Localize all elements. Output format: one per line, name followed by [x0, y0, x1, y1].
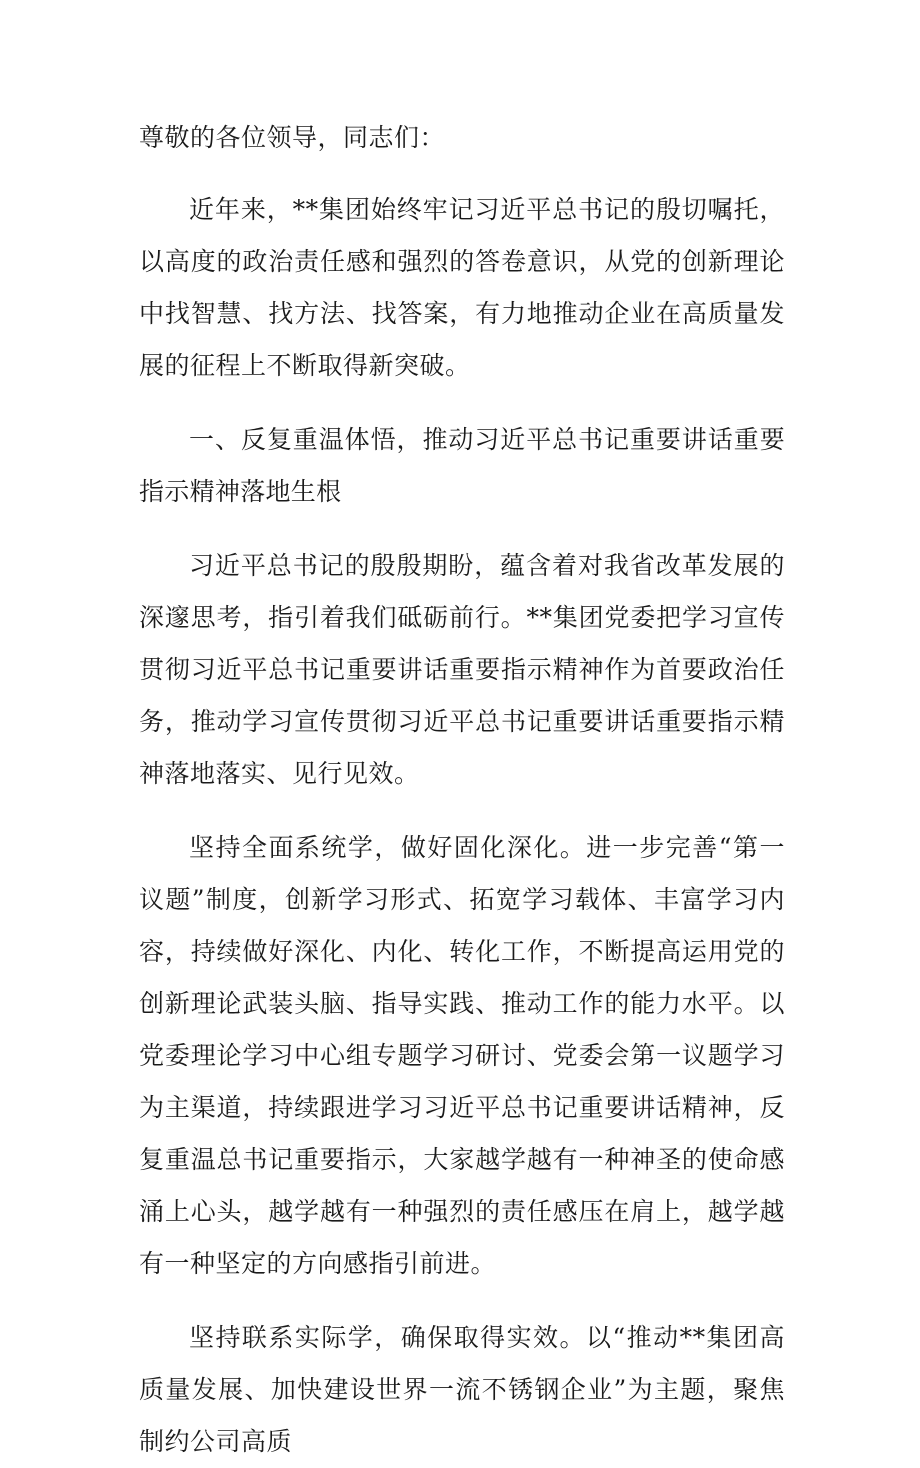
intro-paragraph: 近年来，**集团始终牢记习近平总书记的殷切嘱托，以高度的政治责任感和强烈的答卷意识，从党的创新理论中找智慧、找方法、找答案，有力地推动企业在高质量发展的征程上不断取得新突破。 [139, 195, 785, 380]
body-paragraph: 习近平总书记的殷殷期盼，蕴含着对我省改革发展的深邃思考，指引着我们砥砺前行。**集团党委把学习宣传贯彻习近平总书记重要讲话重要指示精神作为首要政治任务，推动学习宣传贯彻习近平总书记重要讲话重要指示精神落地落实、见行见效。 [139, 551, 785, 788]
body-paragraph: 坚持全面系统学，做好固化深化。进一步完善“第一议题”制度，创新学习形式、拓宽学习载体、丰富学习内容，持续做好深化、内化、转化工作，不断提高运用党的创新理论武装头脑、指导实践、推动工作的能力水平。以党委理论学习中心组专题学习研讨、党委会第一议题学习为主渠道，持续跟进学习习近平总书记重要讲话精神，反复重温总书记重要指示，大家越学越有一种神圣的使命感涌上心头，越学越有一种强烈的责任感压在肩上，越学越有一种坚定的方向感指引前进。 [139, 833, 785, 1278]
body-paragraph: 坚持联系实际学，确保取得实效。以“推动**集团高质量发展、加快建设世界一流不锈钢企业”为主题，聚焦制约公司高质 [139, 1323, 785, 1456]
section-heading: 一、反复重温体悟，推动习近平总书记重要讲话重要指示精神落地生根 [139, 425, 785, 506]
document-body [139, 112, 785, 1468]
salutation: 尊敬的各位领导，同志们： [139, 123, 446, 152]
